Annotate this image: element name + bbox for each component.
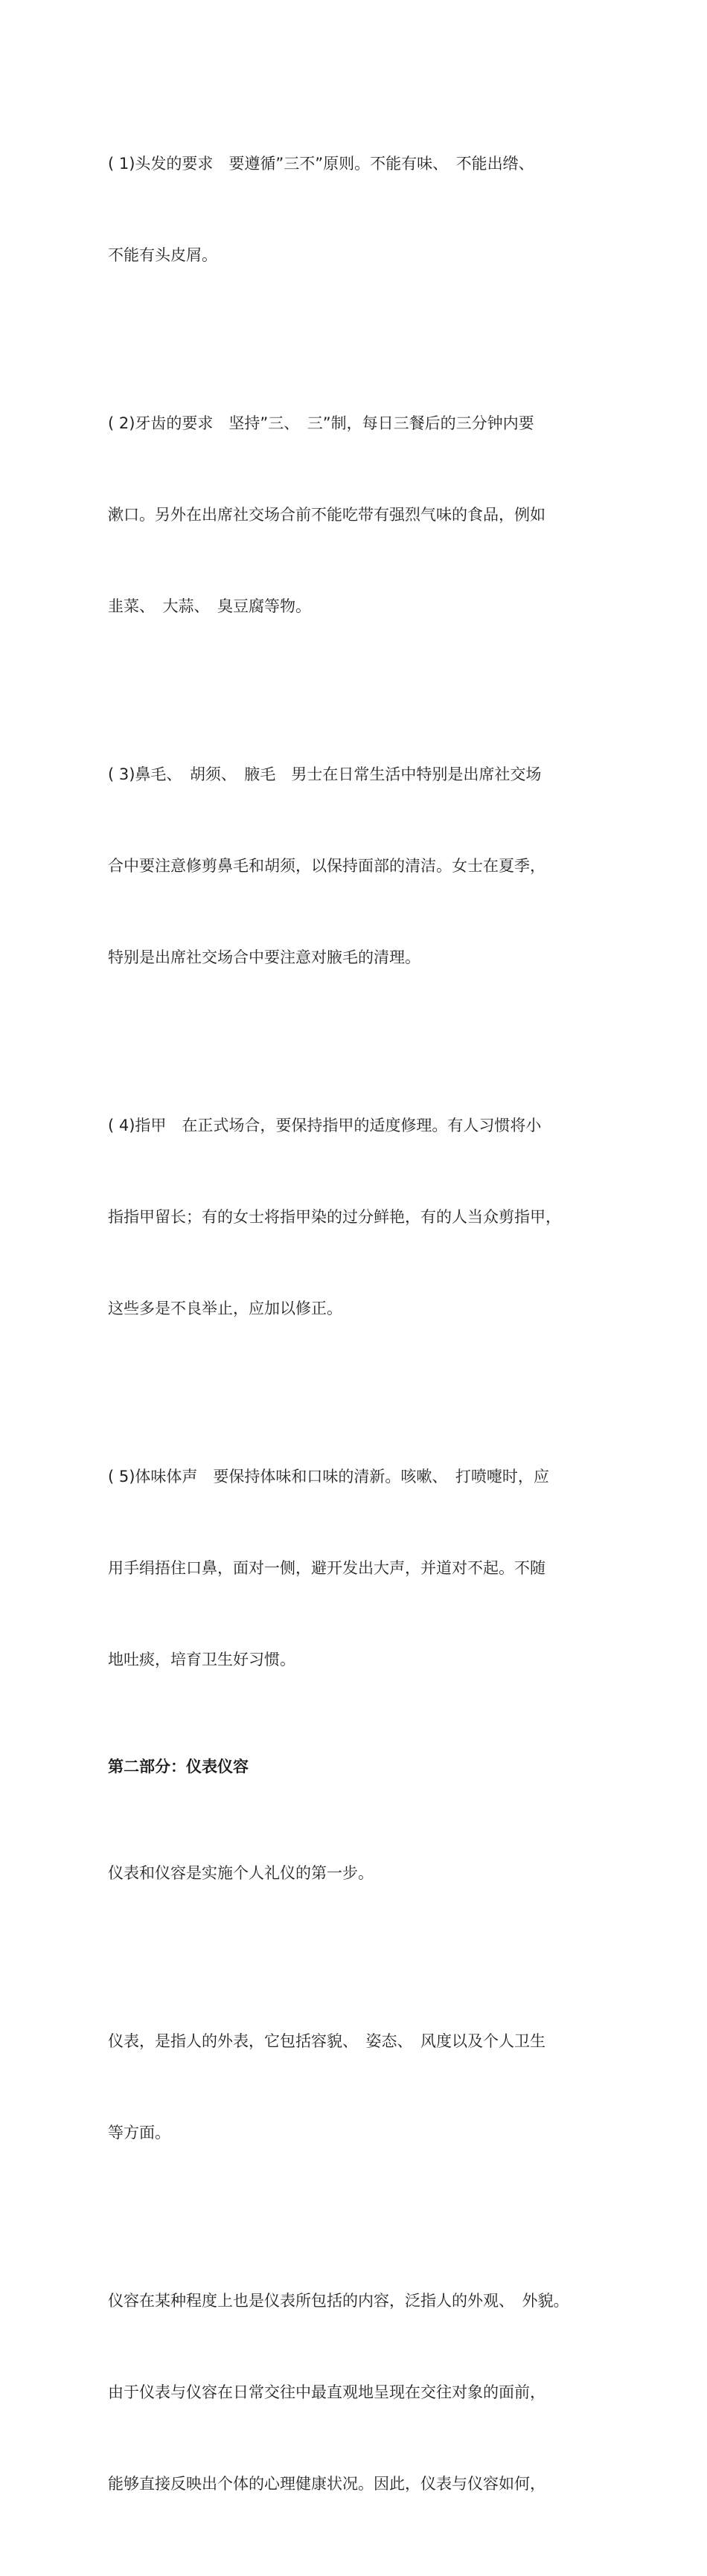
text-line: 这些多是不良举止，应加以修正。 — [108, 1300, 342, 1317]
text-line: 仪容在某种程度上也是仪表所包括的内容，泛指人的外观、 外貌。 — [108, 2292, 569, 2310]
paragraph-body-odor — [108, 1401, 629, 1736]
text-line: 指指甲留长；有的女士将指甲染的过分鲜艳，有的人当众剪指甲， — [108, 1208, 561, 1226]
text-line: 用手绢捂住口鼻，面对一侧，避开发出大声，并道对不起。不随 — [108, 1559, 546, 1577]
text-line: 能够直接反映出个体的心理健康状况。因此，仪表与仪容如何， — [108, 2475, 546, 2493]
text-line: 仪表和仪容是实施个人礼仪的第一步。 — [108, 1864, 374, 1882]
text-line: 特别是出席社交场合中要注意对腋毛的清理。 — [108, 948, 420, 966]
text-line: 合中要注意修剪鼻毛和胡须，以保持面部的清洁。女士在夏季， — [108, 857, 546, 875]
text-line: ( 3)鼻毛、 胡须、 腋毛 男士在日常生活中特别是出席社交场 — [108, 765, 542, 783]
text-line: 韭菜、 大蒜、 臭豆腐等物。 — [108, 597, 311, 615]
paragraph-countenance — [108, 2225, 629, 2560]
text-line: ( 5)体味体声 要保持体味和口味的清新。咳嗽、 打喷嚏时，应 — [108, 1468, 549, 1485]
text-line: ( 1)头发的要求 要遵循”三不”原则。不能有味、 不能出绺、 — [108, 155, 534, 173]
paragraph-appearance-definition — [108, 1965, 629, 2209]
paragraph-intro — [108, 1797, 629, 1950]
text-line: 地吐痰，培育卫生好习惯。 — [108, 1651, 295, 1668]
paragraph-nails — [108, 1050, 629, 1385]
paragraph-nose-hair — [108, 698, 629, 1034]
text-line: 由于仪表与仪容在日常交往中最直观地呈现在交往对象的面前， — [108, 2383, 546, 2401]
section-heading: 第二部分：仪表仪容 — [108, 1758, 249, 1776]
paragraph-hair — [108, 88, 629, 332]
document-page — [108, 88, 629, 2576]
text-line: ( 4)指甲 在正式场合，要保持指甲的适度修理。有人习惯将小 — [108, 1117, 542, 1134]
text-line: 漱口。另外在出席社交场合前不能吃带有强烈气味的食品，例如 — [108, 506, 546, 524]
text-line: 不能有头皮屑。 — [108, 246, 217, 264]
text-line: ( 2)牙齿的要求 坚持”三、 三”制，每日三餐后的三分钟内要 — [108, 414, 534, 432]
text-line: 仪表，是指人的外表，它包括容貌、 姿态、 风度以及个人卫生 — [108, 2032, 546, 2050]
paragraph-teeth — [108, 347, 629, 683]
text-line: 等方面。 — [108, 2124, 170, 2142]
